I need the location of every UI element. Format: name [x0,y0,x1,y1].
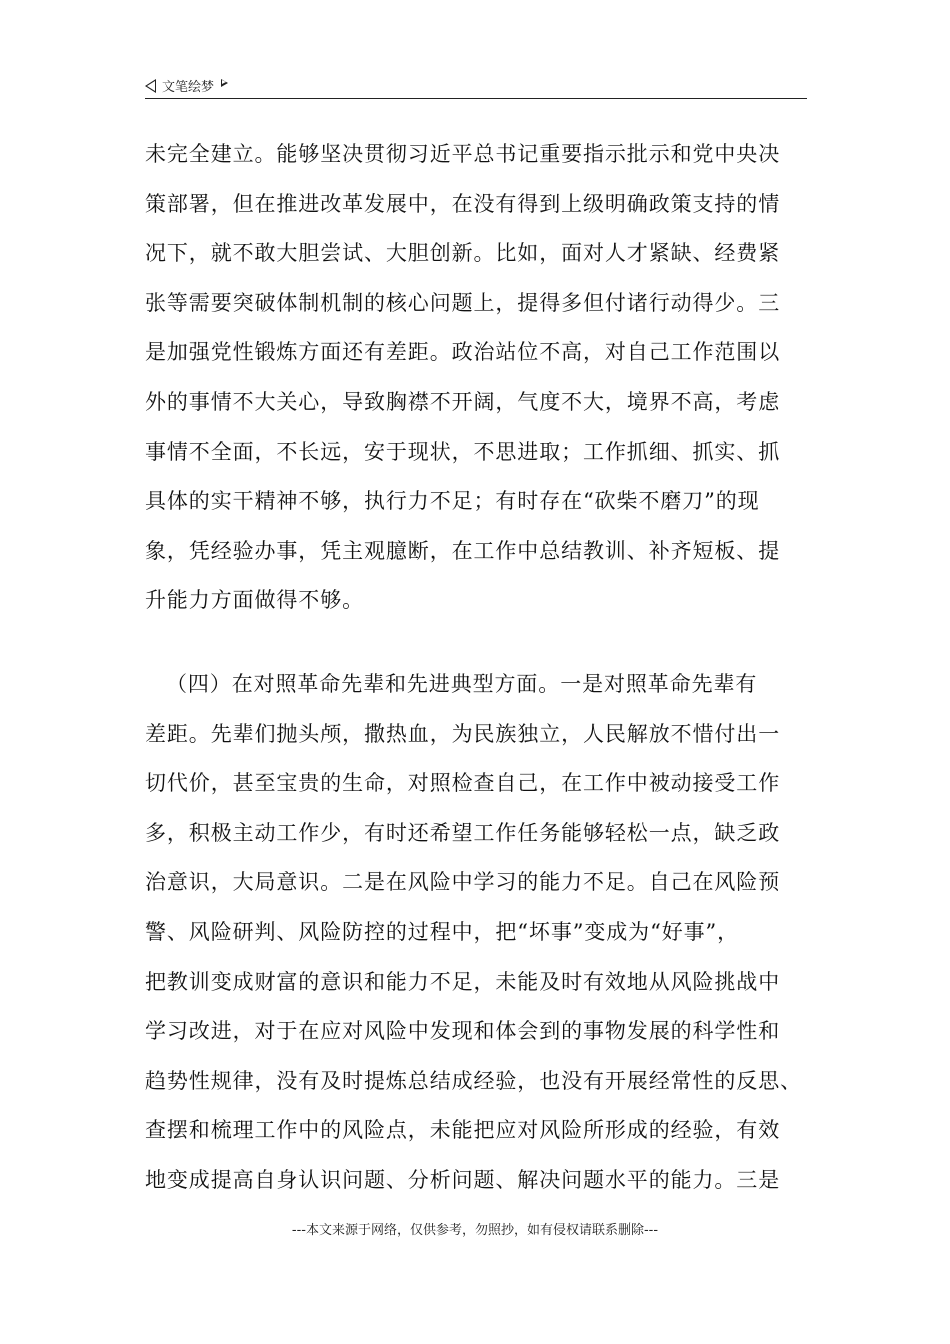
text-line: 切代价，甚至宝贵的生命，对照检查自己，在工作中被动接受工作 [145,771,781,796]
text-line: 警、风险研判、风险防控的过程中，把“坏事”变成为“好事”， [145,919,740,944]
paragraph-1 [145,130,807,626]
text-line: 况下，就不敢大胆尝试、大胆创新。比如，面对人才紧缺、经费紧 [145,241,781,266]
paragraph-2 [145,660,807,1206]
text-line: （四）在对照革命先辈和先进典型方面。一是对照革命先辈有 [166,671,758,696]
text-line: 是加强党性锻炼方面还有差距。政治站位不高，对自己工作范围以 [145,340,781,365]
text-line: 策部署，但在推进改革发展中，在没有得到上级明确政策支持的情 [145,191,781,216]
paragraph-gap [145,626,807,660]
text-line: 把教训变成财富的意识和能力不足，未能及时有效地从风险挑战中 [145,969,781,994]
text-line: 学习改进，对于在应对风险中发现和体会到的事物发展的科学性和 [145,1019,781,1044]
text-line: 未完全建立。能够坚决贯彻习近平总书记重要指示批示和党中央决 [145,142,781,166]
text-line: 具体的实干精神不够，执行力不足；有时存在“砍柴不磨刀”的现 [145,489,760,514]
text-line: 外的事情不大关心，导致胸襟不开阔，气度不大，境界不高，考虑 [145,389,781,414]
page-footer: ---本文来源于网络，仅供参考，勿照抄，如有侵权请联系删除--- [291,1223,659,1238]
text-line: 事情不全面，不长远，安于现状，不思进取；工作抓细、抓实、抓 [145,439,781,464]
triangle-right-icon [221,79,228,87]
text-line: 地变成提高自身认识问题、分析问题、解决问题水平的能力。三是 [145,1167,781,1192]
text-line: 趋势性规律，没有及时提炼总结成经验，也没有开展经常性的反思、 [145,1068,802,1093]
document-body [145,130,807,1205]
text-line: 治意识，大局意识。二是在风险中学习的能力不足。自己在风险预 [145,870,781,895]
text-line: 多，积极主动工作少，有时还希望工作任务能够轻松一点，缺乏政 [145,820,781,845]
header-title: 文笔绘梦 [162,80,215,95]
page-header [145,72,807,99]
text-line: 张等需要突破体制机制的核心问题上，提得多但付诸行动得少。三 [145,290,781,315]
text-line: 查摆和梳理工作中的风险点，未能把应对风险所形成的经验，有效 [145,1118,781,1143]
text-line: 象，凭经验办事，凭主观臆断，在工作中总结教训、补齐短板、提 [145,538,781,563]
triangle-left-icon [145,79,156,93]
header-brand [145,76,228,95]
text-line: 差距。先辈们抛头颅，撒热血，为民族独立，人民解放不惜付出一 [145,721,781,746]
text-line: 升能力方面做得不够。 [145,588,364,613]
